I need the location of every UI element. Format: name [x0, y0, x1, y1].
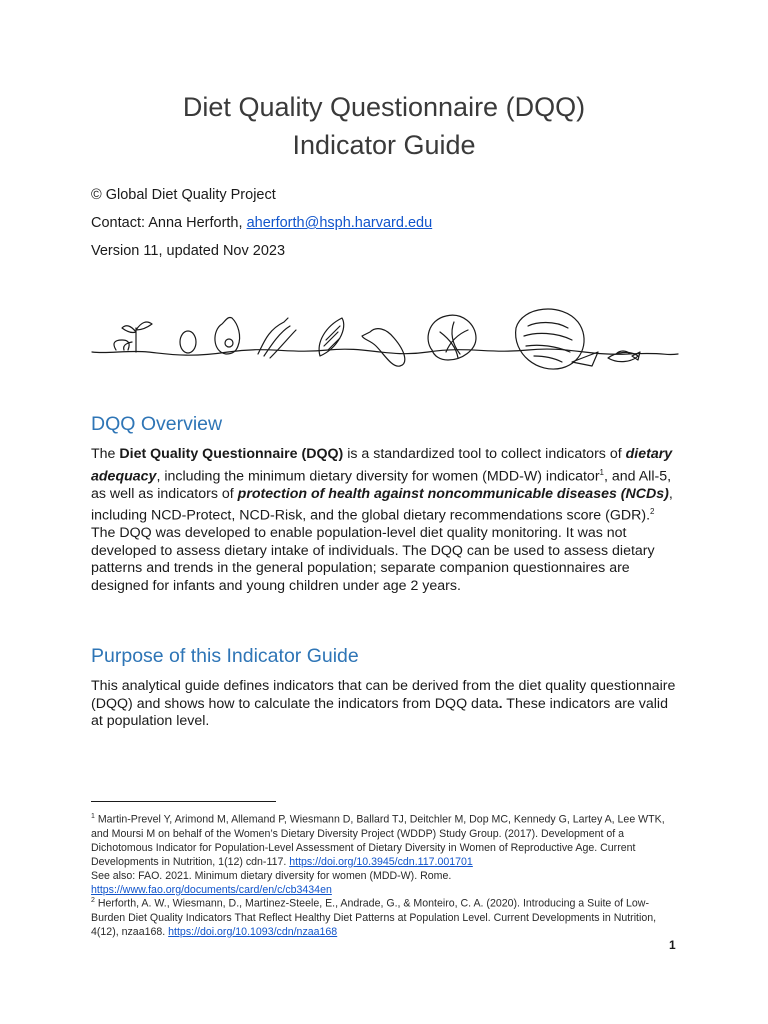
overview-paragraph — [91, 446, 677, 595]
overview-text-5: , including the minimum dietary diversity for women (MDD-W) indicator — [156, 468, 600, 485]
overview-heading: DQQ Overview — [91, 413, 223, 435]
purpose-text-3: These indicators are valid at population level. — [91, 695, 668, 729]
footnote-1 — [91, 810, 681, 897]
footnote-ref-1[interactable]: 1 — [599, 467, 604, 477]
footnote-2-number: 2 — [91, 897, 95, 904]
version-line: Version 11, updated Nov 2023 — [91, 243, 286, 259]
overview-text-6: , and All-5, as well as indicators of — [91, 468, 672, 502]
purpose-text-1: This analytical guide defines indicators that can be derived from the diet quality questionnaire (DQQ) and shows how to calculate the indicators from DQQ data — [91, 678, 676, 712]
page-number: 1 — [669, 938, 676, 952]
footnote-1-text: Martin-Prevel Y, Arimond M, Allemand P, Wiesmann D, Ballard TJ, Deitchler M, Dop MC, Kennedy G, Lartey A, Lee WTK, and Moursi M on behalf of the Women’s Dietary Diversity Project (WDDP) Study Group. (2017). Development of a Dichotomous Indicator for Population-Level Assessment of Dietary Diversity in Women of Reproductive Age. Current Developments in Nutrition, 1(12) cdn-117. — [91, 813, 665, 868]
footnote-1-link[interactable]: https://doi.org/10.3945/cdn.117.001701 — [289, 855, 473, 868]
footnote-ref-2[interactable]: 2 — [650, 507, 655, 517]
footnote-1-fao-link[interactable]: https://www.fao.org/documents/card/en/c/cb3434en — [91, 883, 332, 896]
title-line-2: Indicator Guide — [292, 130, 476, 160]
overview-text-8: , including NCD-Protect, NCD-Risk, and the global dietary recommendations score (GDR). — [91, 485, 673, 524]
copyright-line: © Global Diet Quality Project — [91, 187, 276, 203]
purpose-heading: Purpose of this Indicator Guide — [91, 645, 359, 667]
contact-label: Contact: Anna Herforth, — [91, 215, 247, 231]
document-title — [0, 88, 768, 164]
overview-text-protection-ncds: protection of health against noncommunicable diseases (NCDs) — [237, 485, 669, 502]
overview-text-dqq-bold: Diet Quality Questionnaire (DQQ) — [119, 446, 344, 462]
purpose-text-period: . — [498, 695, 503, 712]
footnote-separator — [91, 801, 276, 802]
footnote-2-link[interactable]: https://doi.org/10.1093/cdn/nzaa168 — [168, 925, 338, 938]
purpose-paragraph — [91, 678, 677, 731]
overview-text-3: is a standardized tool to collect indicators of — [343, 446, 626, 462]
overview-text-9: The DQQ was developed to enable population-level diet quality monitoring. It was not developed to assess dietary intake of individuals. The DQQ can be used to assess dietary patterns and trends in the general population; separate companion questionnaires are designed for infants and young children under age 2 years. — [91, 525, 655, 594]
contact-line — [91, 215, 432, 231]
footnote-1-see-also: See also: FAO. 2021. Minimum dietary diversity for women (MDD-W). Rome. — [91, 869, 452, 882]
footnote-2 — [91, 894, 681, 939]
footnote-2-text: Herforth, A. W., Wiesmann, D., Martinez-Steele, E., Andrade, G., & Monteiro, C. A. (2020). Introducing a Suite of Low-Burden Diet Quality Indicators That Reflect Healthy Diet Patterns at Population Level. Current Developments in Nutrition, 4(12), nzaa168. — [91, 897, 657, 938]
footnote-1-number: 1 — [91, 813, 95, 820]
food-line-illustration — [88, 292, 680, 374]
overview-text-1: The — [91, 446, 120, 462]
contact-email-link[interactable]: aherforth@hsph.harvard.edu — [246, 215, 433, 231]
overview-text-dietary-adequacy: dietary adequacy — [91, 446, 673, 485]
title-line-1: Diet Quality Questionnaire (DQQ) — [182, 92, 586, 122]
